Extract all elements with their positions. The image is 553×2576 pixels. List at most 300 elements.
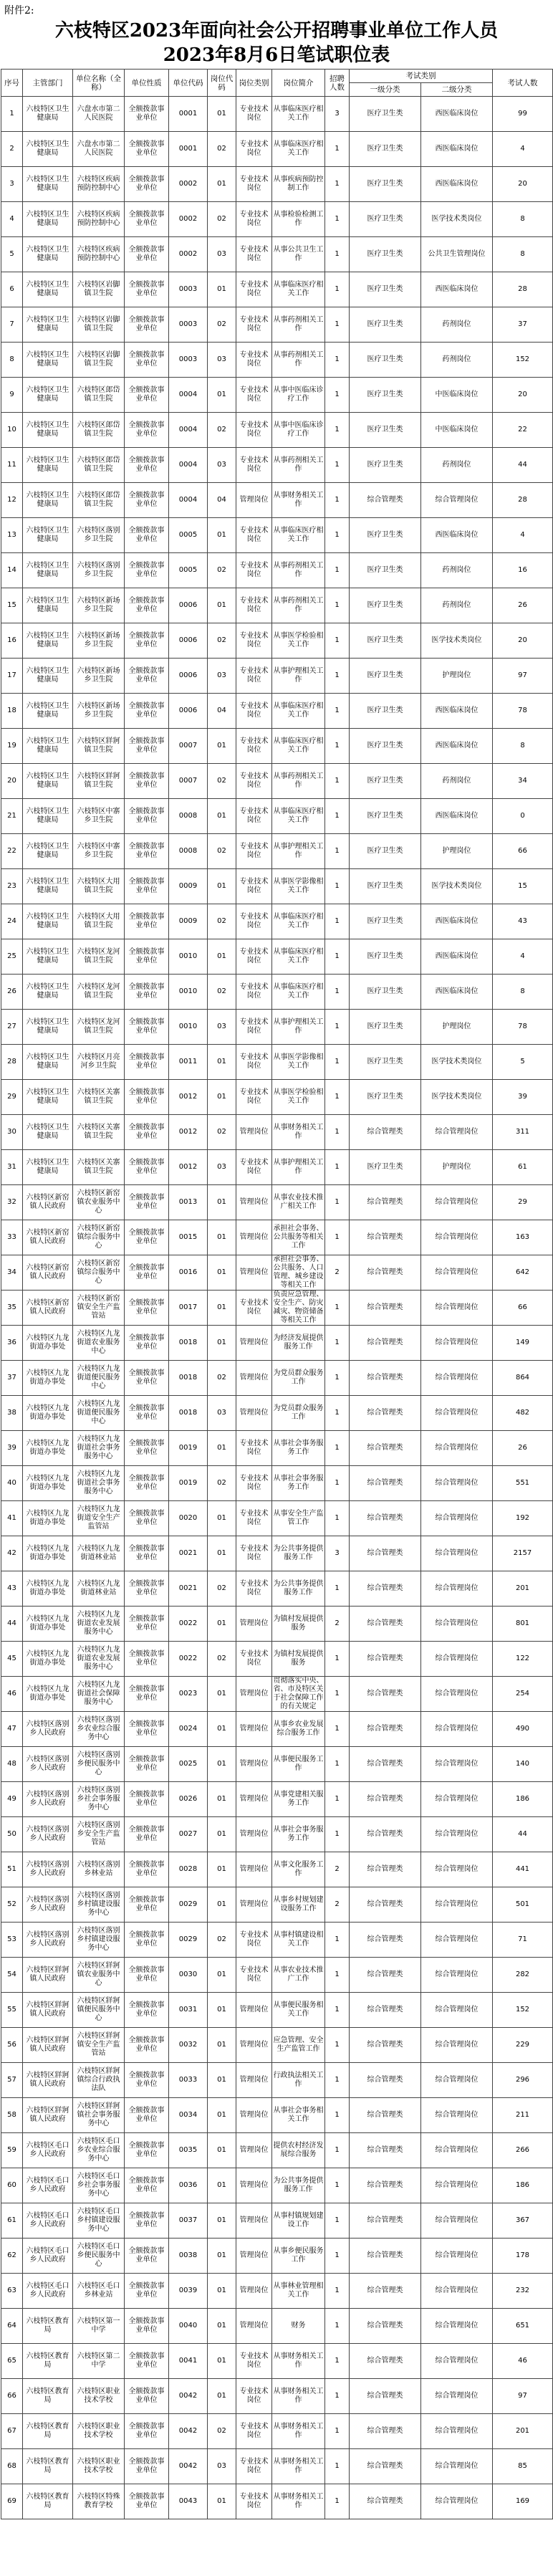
cell-unit: 六枝特区落别乡农业综合服务中心 [73, 1712, 125, 1747]
cell-pos-code: 02 [208, 1361, 236, 1396]
cell-unit: 六枝特区月亮河乡卫生院 [73, 1045, 125, 1080]
cell-pos-intro: 从事财务相关工作 [272, 2414, 325, 2449]
cell-unit-code: 0024 [169, 1712, 208, 1747]
cell-exam-l2: 综合管理岗位 [421, 2379, 493, 2414]
cell-exam-l2: 药剂岗位 [421, 553, 493, 588]
cell-unit: 六枝特区第二中学 [73, 2344, 125, 2379]
cell-nature: 全额拨款事业单位 [125, 2239, 169, 2274]
cell-pos-cat: 管理岗位 [236, 2239, 272, 2274]
cell-nature: 全额拨款事业单位 [125, 1642, 169, 1677]
cell-unit: 六枝特区职业技术学校 [73, 2379, 125, 2414]
cell-pos-code: 04 [208, 483, 236, 518]
cell-seq: 54 [1, 1958, 23, 1993]
cell-unit: 六枝特区龙河镇卫生院 [73, 1010, 125, 1045]
cell-applicants: 43 [493, 904, 553, 939]
cell-pos-code: 01 [208, 588, 236, 623]
cell-nature: 全额拨款事业单位 [125, 1782, 169, 1817]
cell-applicants: 441 [493, 1852, 553, 1887]
cell-applicants: 20 [493, 167, 553, 202]
cell-pos-intro: 从事社会事务相关工作 [272, 2098, 325, 2133]
cell-unit-code: 0032 [169, 2028, 208, 2063]
cell-pos-cat: 专业技术岗位 [236, 202, 272, 237]
table-row [1, 764, 553, 799]
cell-seq: 11 [1, 448, 23, 483]
cell-exam-l1: 医疗卫生类 [350, 518, 421, 553]
cell-exam-l2: 综合管理岗位 [421, 1361, 493, 1396]
cell-unit: 六枝特区毛口乡村镇建设服务中心 [73, 2203, 125, 2239]
cell-pos-cat: 管理岗位 [236, 483, 272, 518]
cell-unit: 六枝特区牂牁镇便民服务中心 [73, 1993, 125, 2028]
cell-nature: 全额拨款事业单位 [125, 1326, 169, 1361]
table-row [1, 1642, 553, 1677]
cell-nature: 全额拨款事业单位 [125, 1817, 169, 1852]
cell-seq: 64 [1, 2309, 23, 2344]
cell-quota: 1 [325, 1923, 350, 1958]
cell-pos-code: 03 [208, 1150, 236, 1185]
cell-applicants: 864 [493, 1361, 553, 1396]
cell-pos-code: 01 [208, 1782, 236, 1817]
table-row [1, 343, 553, 378]
cell-unit: 六枝特区疾病预防控制中心 [73, 202, 125, 237]
cell-pos-code: 01 [208, 2274, 236, 2309]
cell-unit: 六枝特区牂牁镇卫生院 [73, 729, 125, 764]
cell-seq: 48 [1, 1747, 23, 1782]
cell-applicants: 229 [493, 2028, 553, 2063]
cell-seq: 34 [1, 1255, 23, 1291]
cell-seq: 1 [1, 97, 23, 132]
header-unit-code: 单位代码 [169, 70, 208, 97]
cell-dept: 六枝特区卫生健康局 [23, 659, 73, 694]
cell-pos-code: 01 [208, 2203, 236, 2239]
cell-seq: 41 [1, 1501, 23, 1536]
cell-pos-code: 02 [208, 1466, 236, 1501]
cell-exam-l1: 医疗卫生类 [350, 1010, 421, 1045]
table-row [1, 2098, 553, 2133]
cell-pos-code: 03 [208, 659, 236, 694]
cell-seq: 59 [1, 2133, 23, 2168]
cell-pos-cat: 专业技术岗位 [236, 2379, 272, 2414]
cell-exam-l1: 综合管理类 [350, 2168, 421, 2203]
cell-quota: 1 [325, 975, 350, 1010]
cell-applicants: 178 [493, 2239, 553, 2274]
cell-pos-cat: 专业技术岗位 [236, 1571, 272, 1607]
cell-pos-intro: 从事药剂相关工作 [272, 307, 325, 343]
cell-dept: 六枝特区卫生健康局 [23, 343, 73, 378]
cell-exam-l2: 医学技术类岗位 [421, 869, 493, 904]
table-row [1, 799, 553, 834]
cell-pos-intro: 为公共事务提供服务工作 [272, 1571, 325, 1607]
cell-unit-code: 0029 [169, 1887, 208, 1923]
cell-dept: 六枝特区卫生健康局 [23, 939, 73, 975]
cell-quota: 1 [325, 518, 350, 553]
cell-exam-l2: 护理岗位 [421, 1150, 493, 1185]
cell-seq: 69 [1, 2484, 23, 2519]
cell-applicants: 152 [493, 1993, 553, 2028]
cell-exam-l1: 综合管理类 [350, 1642, 421, 1677]
cell-pos-cat: 专业技术岗位 [236, 2344, 272, 2379]
cell-nature: 全额拨款事业单位 [125, 623, 169, 659]
cell-exam-l1: 综合管理类 [350, 2309, 421, 2344]
cell-nature: 全额拨款事业单位 [125, 378, 169, 413]
cell-exam-l1: 综合管理类 [350, 1571, 421, 1607]
table-row [1, 2484, 553, 2519]
cell-dept: 六枝特区卫生健康局 [23, 1150, 73, 1185]
cell-seq: 4 [1, 202, 23, 237]
cell-quota: 1 [325, 623, 350, 659]
cell-exam-l1: 医疗卫生类 [350, 904, 421, 939]
table-row [1, 307, 553, 343]
cell-seq: 55 [1, 1993, 23, 2028]
cell-pos-intro: 从事药剂相关工作 [272, 448, 325, 483]
cell-unit: 六枝特区牂牁镇综合行政执法队 [73, 2063, 125, 2098]
cell-unit: 六枝特区九龙街道农业发展服务中心 [73, 1607, 125, 1642]
cell-unit-code: 0006 [169, 694, 208, 729]
cell-applicants: 37 [493, 307, 553, 343]
cell-seq: 31 [1, 1150, 23, 1185]
cell-exam-l2: 西医临床岗位 [421, 518, 493, 553]
cell-pos-cat: 管理岗位 [236, 1255, 272, 1291]
table-row [1, 2309, 553, 2344]
cell-nature: 全额拨款事业单位 [125, 799, 169, 834]
cell-exam-l2: 综合管理岗位 [421, 2203, 493, 2239]
cell-seq: 40 [1, 1466, 23, 1501]
cell-exam-l2: 医学技术类岗位 [421, 202, 493, 237]
cell-exam-l1: 医疗卫生类 [350, 553, 421, 588]
cell-quota: 1 [325, 307, 350, 343]
cell-pos-intro: 从事便民服务工作 [272, 1747, 325, 1782]
cell-unit: 六枝特区岩脚镇卫生院 [73, 343, 125, 378]
cell-nature: 全额拨款事业单位 [125, 1080, 169, 1115]
cell-exam-l2: 药剂岗位 [421, 343, 493, 378]
cell-dept: 六枝特区教育局 [23, 2484, 73, 2519]
cell-pos-code: 01 [208, 1501, 236, 1536]
cell-nature: 全额拨款事业单位 [125, 1291, 169, 1326]
cell-pos-cat: 专业技术岗位 [236, 1150, 272, 1185]
cell-exam-l1: 综合管理类 [350, 1466, 421, 1501]
cell-dept: 六枝特区卫生健康局 [23, 729, 73, 764]
cell-unit: 六枝特区职业技术学校 [73, 2449, 125, 2484]
cell-seq: 47 [1, 1712, 23, 1747]
cell-unit: 六枝特区九龙街道安全生产监管站 [73, 1501, 125, 1536]
cell-unit: 六枝特区落别乡林业站 [73, 1852, 125, 1887]
cell-pos-code: 01 [208, 1185, 236, 1220]
cell-exam-l2: 综合管理岗位 [421, 2309, 493, 2344]
table-row [1, 2379, 553, 2414]
cell-unit: 六枝特区落别乡村镇建设服务中心 [73, 1887, 125, 1923]
header-seq: 序号 [1, 70, 23, 97]
cell-exam-l1: 综合管理类 [350, 1958, 421, 1993]
table-row [1, 1782, 553, 1817]
cell-seq: 51 [1, 1852, 23, 1887]
cell-quota: 1 [325, 1080, 350, 1115]
cell-applicants: 16 [493, 553, 553, 588]
table-row [1, 1255, 553, 1291]
cell-unit: 六枝特区大用镇卫生院 [73, 869, 125, 904]
cell-applicants: 801 [493, 1607, 553, 1642]
cell-applicants: 501 [493, 1887, 553, 1923]
cell-exam-l2: 西医临床岗位 [421, 799, 493, 834]
cell-applicants: 46 [493, 2344, 553, 2379]
cell-unit-code: 0025 [169, 1747, 208, 1782]
cell-unit-code: 0034 [169, 2098, 208, 2133]
cell-exam-l2: 药剂岗位 [421, 588, 493, 623]
cell-unit-code: 0007 [169, 764, 208, 799]
cell-exam-l1: 医疗卫生类 [350, 132, 421, 167]
cell-unit: 六枝特区郎岱镇卫生院 [73, 413, 125, 448]
cell-pos-intro: 从事安全生产监管工作 [272, 1501, 325, 1536]
cell-exam-l1: 医疗卫生类 [350, 764, 421, 799]
cell-nature: 全额拨款事业单位 [125, 975, 169, 1010]
cell-quota: 1 [325, 1466, 350, 1501]
cell-pos-code: 01 [208, 2133, 236, 2168]
cell-dept: 六枝特区卫生健康局 [23, 132, 73, 167]
cell-exam-l2: 中医临床岗位 [421, 413, 493, 448]
cell-pos-code: 01 [208, 1326, 236, 1361]
cell-exam-l2: 综合管理岗位 [421, 1852, 493, 1887]
cell-exam-l1: 医疗卫生类 [350, 167, 421, 202]
cell-dept: 六枝特区九龙街道办事处 [23, 1396, 73, 1431]
cell-pos-cat: 专业技术岗位 [236, 623, 272, 659]
cell-quota: 1 [325, 1115, 350, 1150]
cell-pos-cat: 专业技术岗位 [236, 1466, 272, 1501]
cell-unit-code: 0018 [169, 1361, 208, 1396]
cell-pos-intro: 从事临床医疗相关工作 [272, 694, 325, 729]
cell-pos-code: 02 [208, 623, 236, 659]
cell-exam-l2: 综合管理岗位 [421, 1291, 493, 1326]
cell-nature: 全额拨款事业单位 [125, 1677, 169, 1712]
cell-pos-code: 02 [208, 904, 236, 939]
cell-unit-code: 0022 [169, 1607, 208, 1642]
cell-dept: 六枝特区毛口乡人民政府 [23, 2203, 73, 2239]
cell-pos-intro: 从事财务相关工作 [272, 2449, 325, 2484]
cell-applicants: 26 [493, 1431, 553, 1466]
cell-dept: 六枝特区九龙街道办事处 [23, 1536, 73, 1571]
cell-applicants: 642 [493, 1255, 553, 1291]
cell-applicants: 201 [493, 2414, 553, 2449]
cell-unit: 六枝特区新场乡卫生院 [73, 659, 125, 694]
cell-exam-l2: 综合管理岗位 [421, 1923, 493, 1958]
cell-dept: 六枝特区卫生健康局 [23, 307, 73, 343]
cell-exam-l1: 医疗卫生类 [350, 97, 421, 132]
cell-exam-l1: 综合管理类 [350, 2449, 421, 2484]
cell-unit: 六枝特区落别乡便民服务中心 [73, 1747, 125, 1782]
cell-pos-cat: 专业技术岗位 [236, 448, 272, 483]
cell-seq: 27 [1, 1010, 23, 1045]
table-row [1, 1185, 553, 1220]
cell-seq: 43 [1, 1571, 23, 1607]
cell-exam-l1: 医疗卫生类 [350, 413, 421, 448]
cell-exam-l2: 西医临床岗位 [421, 904, 493, 939]
cell-nature: 全额拨款事业单位 [125, 1396, 169, 1431]
cell-seq: 49 [1, 1782, 23, 1817]
cell-unit-code: 0011 [169, 1045, 208, 1080]
cell-applicants: 20 [493, 378, 553, 413]
table-row [1, 1747, 553, 1782]
cell-unit: 六枝特区岩脚镇卫生院 [73, 307, 125, 343]
cell-unit: 六枝特区九龙街道便民服务中心 [73, 1361, 125, 1396]
cell-applicants: 26 [493, 588, 553, 623]
cell-exam-l1: 医疗卫生类 [350, 834, 421, 869]
cell-exam-l1: 医疗卫生类 [350, 343, 421, 378]
table-row [1, 1010, 553, 1045]
cell-dept: 六枝特区教育局 [23, 2309, 73, 2344]
cell-quota: 1 [325, 1361, 350, 1396]
cell-pos-cat: 专业技术岗位 [236, 1045, 272, 1080]
cell-quota: 1 [325, 2063, 350, 2098]
cell-applicants: 8 [493, 975, 553, 1010]
cell-pos-intro: 从事药剂相关工作 [272, 588, 325, 623]
cell-dept: 六枝特区落别乡人民政府 [23, 1923, 73, 1958]
cell-nature: 全额拨款事业单位 [125, 307, 169, 343]
cell-nature: 全额拨款事业单位 [125, 1045, 169, 1080]
cell-dept: 六枝特区卫生健康局 [23, 202, 73, 237]
cell-unit-code: 0006 [169, 623, 208, 659]
table-row [1, 1887, 553, 1923]
cell-exam-l2: 综合管理岗位 [421, 1817, 493, 1852]
cell-exam-l2: 西医临床岗位 [421, 975, 493, 1010]
cell-quota: 1 [325, 834, 350, 869]
cell-exam-l1: 综合管理类 [350, 2344, 421, 2379]
cell-applicants: 15 [493, 869, 553, 904]
cell-pos-intro: 从事临床医疗相关工作 [272, 132, 325, 167]
cell-pos-cat: 管理岗位 [236, 2274, 272, 2309]
cell-seq: 42 [1, 1536, 23, 1571]
cell-pos-code: 01 [208, 2484, 236, 2519]
cell-pos-cat: 管理岗位 [236, 1326, 272, 1361]
cell-dept: 六枝特区卫生健康局 [23, 1045, 73, 1080]
cell-unit-code: 0022 [169, 1642, 208, 1677]
cell-unit: 六枝特区毛口乡社会事务服务中心 [73, 2168, 125, 2203]
cell-seq: 28 [1, 1045, 23, 1080]
cell-exam-l1: 综合管理类 [350, 2239, 421, 2274]
cell-exam-l1: 综合管理类 [350, 2028, 421, 2063]
cell-dept: 六枝特区卫生健康局 [23, 834, 73, 869]
cell-exam-l2: 综合管理岗位 [421, 483, 493, 518]
cell-seq: 17 [1, 659, 23, 694]
cell-exam-l1: 综合管理类 [350, 1115, 421, 1150]
cell-dept: 六枝特区牂牁镇人民政府 [23, 2028, 73, 2063]
cell-pos-code: 01 [208, 1712, 236, 1747]
cell-exam-l2: 综合管理岗位 [421, 1431, 493, 1466]
cell-pos-intro: 为公共事务提供服务工作 [272, 1536, 325, 1571]
cell-exam-l2: 西医临床岗位 [421, 167, 493, 202]
cell-dept: 六枝特区教育局 [23, 2449, 73, 2484]
cell-pos-code: 02 [208, 132, 236, 167]
cell-unit-code: 0019 [169, 1431, 208, 1466]
cell-exam-l2: 综合管理岗位 [421, 2344, 493, 2379]
cell-pos-intro: 从事护理相关工作 [272, 1010, 325, 1045]
cell-pos-cat: 专业技术岗位 [236, 1431, 272, 1466]
cell-pos-cat: 专业技术岗位 [236, 1291, 272, 1326]
cell-pos-intro: 从事乡农业发展综合服务工作 [272, 1712, 325, 1747]
cell-dept: 六枝特区卫生健康局 [23, 237, 73, 272]
cell-dept: 六枝特区卫生健康局 [23, 518, 73, 553]
cell-pos-code: 03 [208, 1396, 236, 1431]
table-row [1, 2203, 553, 2239]
cell-exam-l2: 综合管理岗位 [421, 2274, 493, 2309]
table-row [1, 2239, 553, 2274]
cell-quota: 1 [325, 1185, 350, 1220]
cell-unit: 六枝特区新窑镇综合服务中心 [73, 1255, 125, 1291]
cell-pos-cat: 专业技术岗位 [236, 1958, 272, 1993]
cell-exam-l2: 西医临床岗位 [421, 729, 493, 764]
cell-unit-code: 0003 [169, 343, 208, 378]
table-row [1, 1115, 553, 1150]
cell-unit-code: 0001 [169, 132, 208, 167]
cell-nature: 全额拨款事业单位 [125, 939, 169, 975]
cell-nature: 全额拨款事业单位 [125, 1536, 169, 1571]
cell-exam-l2: 护理岗位 [421, 834, 493, 869]
cell-applicants: 140 [493, 1747, 553, 1782]
cell-quota: 1 [325, 378, 350, 413]
cell-exam-l2: 西医临床岗位 [421, 272, 493, 307]
cell-pos-intro: 从事便民服务相关工作 [272, 1993, 325, 2028]
cell-nature: 全额拨款事业单位 [125, 1431, 169, 1466]
table-row [1, 588, 553, 623]
cell-unit: 六枝特区落别乡社会事务服务中心 [73, 1782, 125, 1817]
cell-pos-intro: 从事医学影像相关工作 [272, 869, 325, 904]
cell-unit: 六枝特区特殊教育学校 [73, 2484, 125, 2519]
cell-quota: 1 [325, 904, 350, 939]
cell-seq: 25 [1, 939, 23, 975]
cell-seq: 10 [1, 413, 23, 448]
cell-nature: 全额拨款事业单位 [125, 2063, 169, 2098]
cell-pos-intro: 从事农业技术推广工作 [272, 1958, 325, 1993]
cell-pos-code: 01 [208, 2028, 236, 2063]
cell-pos-intro: 承担社会事务、公共服务、人口管理、城乡建设等相关工作 [273, 1255, 324, 1289]
cell-exam-l2: 综合管理岗位 [421, 1185, 493, 1220]
cell-exam-l2: 综合管理岗位 [421, 1396, 493, 1431]
cell-pos-code: 01 [208, 1255, 236, 1291]
cell-pos-cat: 专业技术岗位 [236, 1080, 272, 1115]
cell-pos-cat: 专业技术岗位 [236, 1501, 272, 1536]
cell-unit: 六枝特区疾病预防控制中心 [73, 167, 125, 202]
cell-applicants: 85 [493, 2449, 553, 2484]
cell-dept: 六枝特区卫生健康局 [23, 799, 73, 834]
cell-seq: 68 [1, 2449, 23, 2484]
table-row [1, 1291, 553, 1326]
cell-quota: 1 [325, 272, 350, 307]
cell-pos-code: 01 [208, 729, 236, 764]
cell-dept: 六枝特区新窑镇人民政府 [23, 1255, 73, 1291]
cell-pos-cat: 管理岗位 [236, 1220, 272, 1255]
cell-unit: 六枝特区九龙街道社会事务服务中心 [73, 1431, 125, 1466]
table-row [1, 659, 553, 694]
cell-unit-code: 0028 [169, 1852, 208, 1887]
cell-pos-cat: 管理岗位 [236, 1712, 272, 1747]
cell-unit-code: 0023 [169, 1677, 208, 1712]
cell-exam-l1: 医疗卫生类 [350, 378, 421, 413]
cell-exam-l1: 综合管理类 [350, 2414, 421, 2449]
cell-dept: 六枝特区卫生健康局 [23, 1010, 73, 1045]
cell-seq: 63 [1, 2274, 23, 2309]
cell-seq: 66 [1, 2379, 23, 2414]
cell-nature: 全额拨款事业单位 [125, 2309, 169, 2344]
cell-unit-code: 0006 [169, 588, 208, 623]
cell-nature: 全额拨款事业单位 [125, 729, 169, 764]
cell-quota: 1 [325, 2098, 350, 2133]
cell-quota: 3 [325, 1536, 350, 1571]
cell-unit: 六枝特区郎岱镇卫生院 [73, 483, 125, 518]
cell-pos-cat: 管理岗位 [236, 1607, 272, 1642]
cell-pos-cat: 专业技术岗位 [236, 1642, 272, 1677]
cell-exam-l1: 医疗卫生类 [350, 975, 421, 1010]
cell-unit-code: 0012 [169, 1115, 208, 1150]
cell-pos-code: 01 [208, 272, 236, 307]
cell-pos-code: 02 [208, 553, 236, 588]
cell-unit: 六枝特区中寨乡卫生院 [73, 834, 125, 869]
cell-seq: 6 [1, 272, 23, 307]
